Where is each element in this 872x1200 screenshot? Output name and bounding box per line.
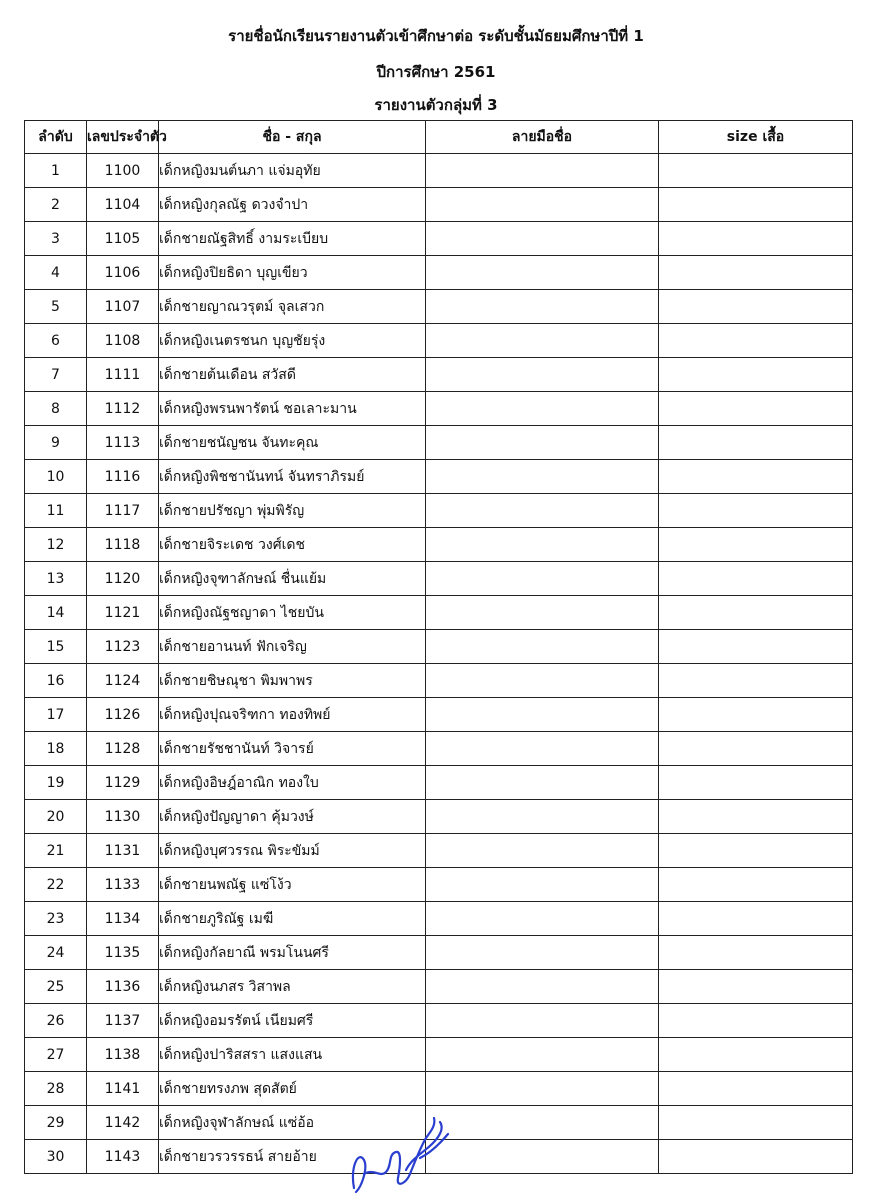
row-signature-cell: [426, 324, 659, 358]
row-student-name: เด็กชายณัฐสิทธิ์ งามระเบียบ: [159, 222, 426, 256]
row-shirt-size-cell: [659, 154, 853, 188]
row-signature-cell: [426, 460, 659, 494]
row-shirt-size-cell: [659, 494, 853, 528]
row-signature-cell: [426, 936, 659, 970]
table-row: [25, 664, 853, 698]
row-student-name: เด็กหญิงเนตรชนก บุญชัยรุ่ง: [159, 324, 426, 358]
row-student-id: 1106: [87, 256, 159, 290]
academic-year: ปีการศึกษา 2561: [376, 63, 496, 81]
row-student-id: 1124: [87, 664, 159, 698]
row-shirt-size-cell: [659, 664, 853, 698]
row-student-id: 1118: [87, 528, 159, 562]
row-student-name: เด็กหญิงปิยธิดา บุญเขียว: [159, 256, 426, 290]
row-order-number: 5: [25, 290, 87, 324]
row-signature-cell: [426, 392, 659, 426]
row-order-number: 30: [25, 1140, 87, 1174]
row-student-id: 1105: [87, 222, 159, 256]
row-student-name: เด็กหญิงปาริสสรา แสงแสน: [159, 1038, 426, 1072]
row-signature-cell: [426, 1106, 659, 1140]
row-student-id: 1137: [87, 1004, 159, 1038]
row-order-number: 29: [25, 1106, 87, 1140]
row-student-id: 1111: [87, 358, 159, 392]
row-shirt-size-cell: [659, 630, 853, 664]
column-header-shirt-size: size เสื้อ: [659, 121, 853, 154]
row-shirt-size-cell: [659, 596, 853, 630]
row-student-id: 1113: [87, 426, 159, 460]
row-shirt-size-cell: [659, 1072, 853, 1106]
row-order-number: 11: [25, 494, 87, 528]
row-shirt-size-cell: [659, 936, 853, 970]
row-order-number: 24: [25, 936, 87, 970]
row-signature-cell: [426, 766, 659, 800]
column-header-signature: ลายมือชื่อ: [426, 121, 659, 154]
row-signature-cell: [426, 290, 659, 324]
column-header-student-id: เลขประจำตัว: [87, 121, 159, 154]
row-student-id: 1143: [87, 1140, 159, 1174]
row-shirt-size-cell: [659, 528, 853, 562]
row-shirt-size-cell: [659, 766, 853, 800]
row-order-number: 26: [25, 1004, 87, 1038]
row-signature-cell: [426, 426, 659, 460]
row-student-name: เด็กชายจิระเดช วงศ์เดช: [159, 528, 426, 562]
row-signature-cell: [426, 1072, 659, 1106]
row-order-number: 28: [25, 1072, 87, 1106]
table-row: [25, 494, 853, 528]
row-shirt-size-cell: [659, 698, 853, 732]
row-student-id: 1142: [87, 1106, 159, 1140]
row-student-id: 1133: [87, 868, 159, 902]
row-student-id: 1141: [87, 1072, 159, 1106]
row-order-number: 9: [25, 426, 87, 460]
table-row: [25, 698, 853, 732]
row-shirt-size-cell: [659, 392, 853, 426]
table-row: [25, 256, 853, 290]
row-signature-cell: [426, 902, 659, 936]
row-student-name: เด็กชายนพณัฐ แซ่โง้ว: [159, 868, 426, 902]
row-shirt-size-cell: [659, 256, 853, 290]
table-row: [25, 834, 853, 868]
row-signature-cell: [426, 188, 659, 222]
row-order-number: 4: [25, 256, 87, 290]
row-order-number: 2: [25, 188, 87, 222]
row-order-number: 1: [25, 154, 87, 188]
row-signature-cell: [426, 664, 659, 698]
row-order-number: 10: [25, 460, 87, 494]
row-order-number: 13: [25, 562, 87, 596]
row-student-id: 1117: [87, 494, 159, 528]
row-signature-cell: [426, 970, 659, 1004]
row-student-name: เด็กหญิงนภสร วิสาพล: [159, 970, 426, 1004]
row-student-name: เด็กหญิงปุณจริฑกา ทองทิพย์: [159, 698, 426, 732]
row-shirt-size-cell: [659, 868, 853, 902]
row-student-id: 1120: [87, 562, 159, 596]
row-order-number: 15: [25, 630, 87, 664]
row-student-name: เด็กหญิงจุฑาลักษณ์ ชื่นแย้ม: [159, 562, 426, 596]
row-order-number: 3: [25, 222, 87, 256]
row-student-name: เด็กชายวรวรรธน์ สายอ้าย: [159, 1140, 426, 1174]
row-student-id: 1107: [87, 290, 159, 324]
row-student-id: 1129: [87, 766, 159, 800]
row-student-name: เด็กหญิงพิชชานันทน์ จันทราภิรมย์: [159, 460, 426, 494]
row-student-id: 1121: [87, 596, 159, 630]
column-header-full-name: ชื่อ - สกุล: [159, 121, 426, 154]
table-row: [25, 596, 853, 630]
row-shirt-size-cell: [659, 1106, 853, 1140]
row-student-name: เด็กชายชนัญชน จันทะคุณ: [159, 426, 426, 460]
table-row: [25, 970, 853, 1004]
row-student-id: 1126: [87, 698, 159, 732]
student-roster-table: [24, 120, 853, 1174]
row-signature-cell: [426, 732, 659, 766]
row-shirt-size-cell: [659, 800, 853, 834]
row-student-id: 1134: [87, 902, 159, 936]
row-student-name: เด็กหญิงกุลณัฐ ดวงจำปา: [159, 188, 426, 222]
row-student-id: 1135: [87, 936, 159, 970]
row-student-name: เด็กชายรัชชานันท์ วิจารย์: [159, 732, 426, 766]
table-row: [25, 732, 853, 766]
row-student-id: 1104: [87, 188, 159, 222]
table-row: [25, 154, 853, 188]
table-row: [25, 868, 853, 902]
row-shirt-size-cell: [659, 834, 853, 868]
row-shirt-size-cell: [659, 1038, 853, 1072]
row-student-id: 1116: [87, 460, 159, 494]
row-student-name: เด็กชายต้นเดือน สวัสดี: [159, 358, 426, 392]
row-student-name: เด็กหญิงบุศวรรณ พิระขัมม์: [159, 834, 426, 868]
row-order-number: 21: [25, 834, 87, 868]
row-order-number: 8: [25, 392, 87, 426]
table-row: [25, 460, 853, 494]
table-row: [25, 800, 853, 834]
row-order-number: 17: [25, 698, 87, 732]
row-signature-cell: [426, 1004, 659, 1038]
row-student-id: 1112: [87, 392, 159, 426]
row-order-number: 16: [25, 664, 87, 698]
table-row: [25, 936, 853, 970]
row-shirt-size-cell: [659, 732, 853, 766]
row-student-name: เด็กชายทรงภพ สุดสัตย์: [159, 1072, 426, 1106]
row-student-name: เด็กชายภูริณัฐ เมฆี: [159, 902, 426, 936]
table-row: [25, 392, 853, 426]
table-row: [25, 188, 853, 222]
report-group: รายงานตัวกลุ่มที่ 3: [374, 96, 498, 114]
row-shirt-size-cell: [659, 1004, 853, 1038]
row-signature-cell: [426, 528, 659, 562]
row-signature-cell: [426, 630, 659, 664]
row-student-name: เด็กหญิงกัลยาณี พรมโนนศรี: [159, 936, 426, 970]
row-order-number: 23: [25, 902, 87, 936]
row-order-number: 7: [25, 358, 87, 392]
table-row: [25, 528, 853, 562]
row-order-number: 22: [25, 868, 87, 902]
roster-body: [25, 154, 853, 1174]
row-shirt-size-cell: [659, 562, 853, 596]
row-student-name: เด็กหญิงมนต์นภา แจ่มอุทัย: [159, 154, 426, 188]
row-shirt-size-cell: [659, 902, 853, 936]
row-student-name: เด็กหญิงณัฐชญาดา ไชยบัน: [159, 596, 426, 630]
table-row: [25, 426, 853, 460]
row-shirt-size-cell: [659, 188, 853, 222]
document-title: รายชื่อนักเรียนรายงานตัวเข้าศึกษาต่อ ระดับชั้นมัธยมศึกษาปีที่ 1: [228, 27, 644, 45]
row-signature-cell: [426, 1038, 659, 1072]
row-signature-cell: [426, 834, 659, 868]
row-signature-cell: [426, 596, 659, 630]
row-signature-cell: [426, 562, 659, 596]
table-row: [25, 358, 853, 392]
row-signature-cell: [426, 222, 659, 256]
row-student-id: 1123: [87, 630, 159, 664]
row-order-number: 14: [25, 596, 87, 630]
row-student-id: 1136: [87, 970, 159, 1004]
row-student-name: เด็กหญิงพรนพารัตน์ ชอเลาะมาน: [159, 392, 426, 426]
row-shirt-size-cell: [659, 222, 853, 256]
row-student-name: เด็กหญิงจุฬาลักษณ์ แซ่อ้อ: [159, 1106, 426, 1140]
row-signature-cell: [426, 868, 659, 902]
row-student-id: 1100: [87, 154, 159, 188]
table-row: [25, 1004, 853, 1038]
table-header-row: [25, 121, 853, 154]
column-header-order: ลำดับ: [25, 121, 87, 154]
row-signature-cell: [426, 800, 659, 834]
row-order-number: 27: [25, 1038, 87, 1072]
row-student-id: 1128: [87, 732, 159, 766]
row-student-name: เด็กหญิงปัญญาดา คุ้มวงษ์: [159, 800, 426, 834]
handwritten-signature: [340, 1088, 460, 1198]
row-order-number: 25: [25, 970, 87, 1004]
row-student-name: เด็กชายชิษณุชา พิมพาพร: [159, 664, 426, 698]
row-student-name: เด็กหญิงอิษฎ์อาณิก ทองใบ: [159, 766, 426, 800]
row-student-name: เด็กหญิงอมรรัตน์ เนียมศรี: [159, 1004, 426, 1038]
table-row: [25, 324, 853, 358]
row-signature-cell: [426, 1140, 659, 1174]
row-student-id: 1108: [87, 324, 159, 358]
row-signature-cell: [426, 358, 659, 392]
row-student-name: เด็กชายปรัชญา พุ่มพิรัญ: [159, 494, 426, 528]
row-shirt-size-cell: [659, 1140, 853, 1174]
table-row: [25, 630, 853, 664]
row-order-number: 20: [25, 800, 87, 834]
table-row: [25, 222, 853, 256]
row-shirt-size-cell: [659, 324, 853, 358]
row-student-id: 1138: [87, 1038, 159, 1072]
row-shirt-size-cell: [659, 358, 853, 392]
table-row: [25, 1038, 853, 1072]
row-signature-cell: [426, 494, 659, 528]
row-signature-cell: [426, 698, 659, 732]
row-signature-cell: [426, 154, 659, 188]
row-student-id: 1131: [87, 834, 159, 868]
table-row: [25, 902, 853, 936]
row-student-id: 1130: [87, 800, 159, 834]
row-order-number: 18: [25, 732, 87, 766]
row-shirt-size-cell: [659, 426, 853, 460]
table-row: [25, 290, 853, 324]
table-row: [25, 766, 853, 800]
row-order-number: 19: [25, 766, 87, 800]
row-student-name: เด็กชายอานนท์ ฟักเจริญ: [159, 630, 426, 664]
row-order-number: 12: [25, 528, 87, 562]
table-row: [25, 562, 853, 596]
row-shirt-size-cell: [659, 970, 853, 1004]
row-shirt-size-cell: [659, 290, 853, 324]
row-order-number: 6: [25, 324, 87, 358]
row-student-name: เด็กชายญาณวรุตม์ จุลเสวก: [159, 290, 426, 324]
row-signature-cell: [426, 256, 659, 290]
row-shirt-size-cell: [659, 460, 853, 494]
